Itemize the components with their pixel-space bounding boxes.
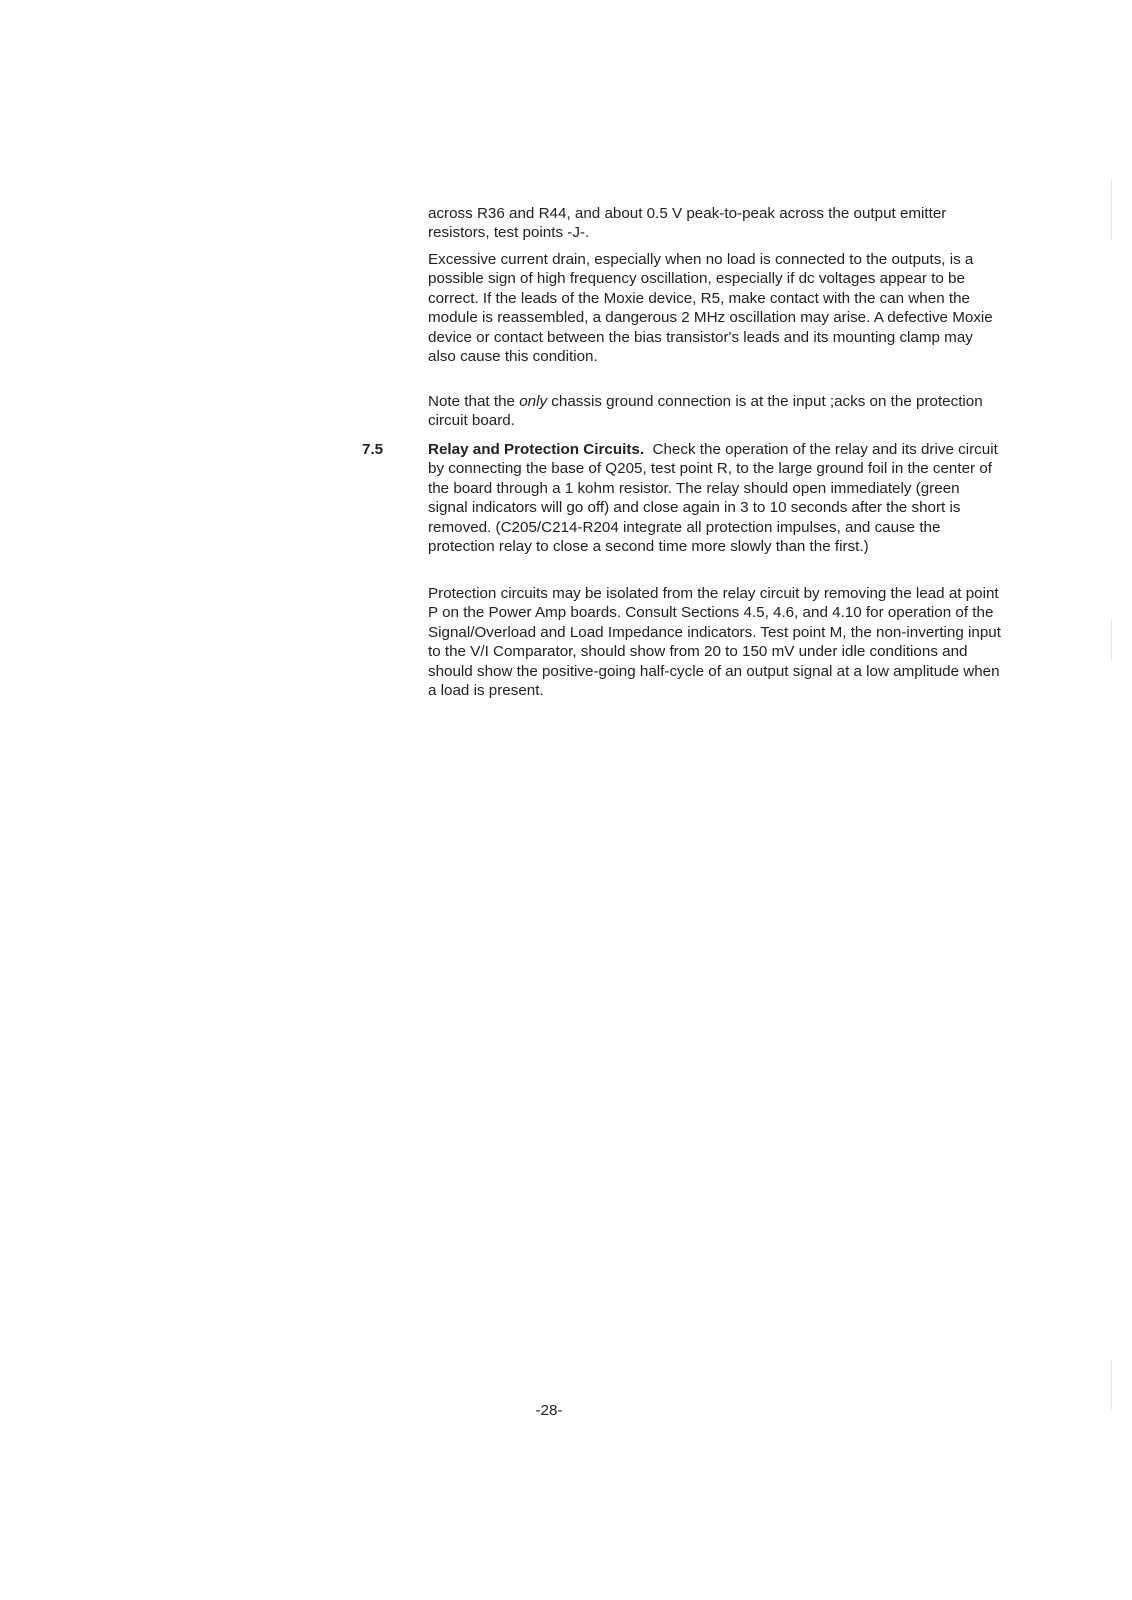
- ground-note-text-end: chassis ground connection is at the input ;acks on the protection circuit board.: [428, 393, 983, 430]
- page-number: -28-: [535, 1402, 563, 1419]
- ground-note-text-start: Note that the: [428, 393, 520, 410]
- paragraph-ground-connection: [428, 392, 1003, 431]
- section-number: 7.5: [362, 441, 384, 458]
- scan-edge-mark: [1111, 180, 1112, 240]
- scan-edge-mark: [1111, 1360, 1112, 1410]
- section-heading: Relay and Protection Circuits.: [428, 441, 645, 458]
- scan-edge-mark: [1111, 620, 1112, 660]
- paragraph-relay-protection: [428, 440, 1003, 556]
- paragraph-output-emitter: across R36 and R44, and about 0.5 V peak-to-peak across the output emitter resistors, test points -J-.: [428, 205, 947, 242]
- paragraph-protection-isolation: Protection circuits may be isolated from the relay circuit by removing the lead at point P on the Power Amp boards. Consult Sections 4.5, 4.6, and 4.10 for operation of the Signal/Overload and Load Impedance indicators. Test point M, the non-inverting input to the V/I Comparator, should show from 20 to 150 mV under idle conditions and should show the positive-going half-cycle of an output signal at a low amplitude when a load is present.: [428, 585, 1001, 700]
- paragraph-current-drain: Excessive current drain, especially when no load is connected to the outputs, is a possible sign of high frequency oscillation, especially if dc voltages appear to be correct. If the leads of the Moxie device, R5, make contact with the can when the module is reassembled, a dangerous 2 MHz oscillation may arise. A defective Moxie device or contact between the bias transistor's leads and its mounting clamp may also cause this condition.: [428, 251, 993, 366]
- emphasis-only: only: [519, 393, 548, 410]
- section-body-text: Check the operation of the relay and its drive circuit by connecting the base of Q205, test point R, to the large ground foil in the center of the board through a 1 kohm resistor. The relay should open immediately (green signal indicators will go off) and close again in 3 to 10 seconds after the short is removed. (C205/C214-R204 integrate all protection impulses, and cause the protection relay to close a second time more slowly than the first.): [428, 441, 998, 556]
